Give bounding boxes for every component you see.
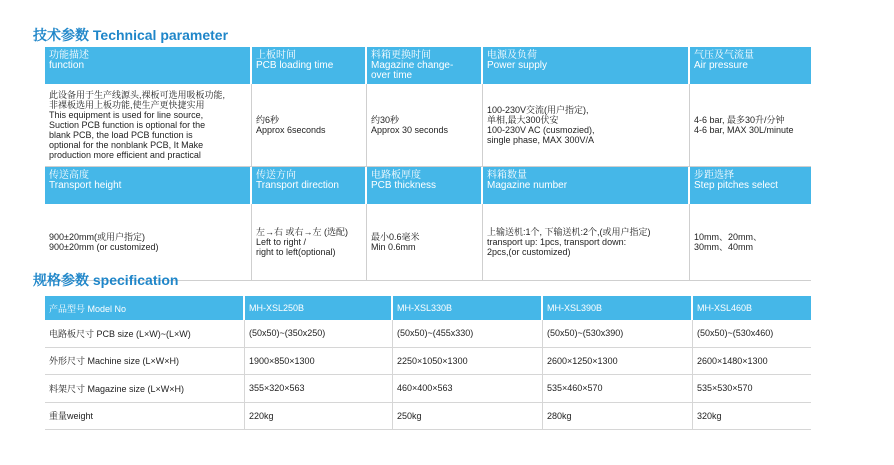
tech-data-text: 非裸板选用上板功能,使生产更快捷实用 bbox=[49, 100, 205, 110]
tech-data-cell bbox=[367, 84, 483, 166]
spec-header-cell: 产品型号 Model No bbox=[45, 296, 245, 320]
tech-data-text: 单相,最大300伏安 bbox=[487, 115, 559, 125]
tech-data-row bbox=[45, 84, 811, 167]
spec-row bbox=[45, 348, 811, 376]
tech-data-text: blank PCB, the load PCB function is bbox=[49, 130, 193, 140]
tech-header-text: 料箱更换时间 bbox=[371, 50, 431, 61]
tech-data-text: Suction PCB function is optional for the bbox=[49, 120, 206, 130]
spec-cell: 355×320×563 bbox=[245, 375, 393, 402]
tech-header-cell bbox=[45, 167, 252, 204]
spec-header-cell: MH-XSL330B bbox=[393, 296, 543, 320]
tech-data-text: 4-6 bar, 最多30升/分钟 bbox=[694, 115, 785, 125]
tech-data-text: Min 0.6mm bbox=[371, 242, 416, 252]
tech-header-text: 传送方向 bbox=[256, 170, 296, 181]
tech-header-row bbox=[45, 167, 811, 204]
tech-header-cell bbox=[483, 167, 690, 204]
tech-data-text: This equipment is used for line source, bbox=[49, 110, 204, 120]
spec-cell: 220kg bbox=[245, 403, 393, 430]
tech-header-cell bbox=[483, 47, 690, 84]
tech-header-text: PCB loading time bbox=[256, 60, 334, 71]
tech-data-text: 900±20mm (or customized) bbox=[49, 242, 159, 252]
tech-header-text: 气压及气流量 bbox=[694, 50, 754, 61]
tech-data-cell bbox=[483, 84, 690, 166]
tech-data-text: 最小0.6毫米 bbox=[371, 232, 420, 242]
spec-cell: (50x50)~(530x390) bbox=[543, 320, 693, 347]
tech-header-text: 电源及负荷 bbox=[487, 50, 537, 61]
spec-row-label: 料架尺寸 Magazine size (L×W×H) bbox=[45, 375, 245, 402]
technical-parameter-title: 技术参数 Technical parameter bbox=[33, 27, 229, 43]
tech-header-text: Air pressure bbox=[694, 60, 748, 71]
tech-data-text: 上输送机:1个, 下输送机:2个,(或用户指定) bbox=[487, 227, 651, 237]
tech-data-text: single phase, MAX 300V/A bbox=[487, 135, 595, 145]
tech-data-cell bbox=[690, 84, 811, 166]
tech-header-text: 传送高度 bbox=[49, 170, 89, 181]
tech-header-text: Power supply bbox=[487, 60, 548, 71]
tech-data-text: 4-6 bar, MAX 30L/minute bbox=[694, 125, 794, 135]
spec-cell: 535×460×570 bbox=[543, 375, 693, 402]
spec-cell: 2600×1480×1300 bbox=[697, 355, 768, 366]
spec-cell: 320kg bbox=[697, 410, 722, 421]
tech-header-text: Magazine number bbox=[487, 180, 568, 191]
tech-data-text: optional for the nonblank PCB, It Make bbox=[49, 140, 204, 150]
spec-header-cell: MH-XSL460B bbox=[697, 303, 753, 313]
tech-data-text: 100-230V AC (cusmozied), bbox=[487, 125, 595, 135]
tech-data-cell bbox=[690, 204, 811, 280]
tech-header-text: Transport height bbox=[49, 180, 122, 191]
tech-data-cell bbox=[252, 84, 367, 166]
tech-header-text: 步距选择 bbox=[694, 170, 734, 181]
tech-data-cell bbox=[252, 204, 367, 280]
tech-data-text: 2pcs,(or customized) bbox=[487, 247, 571, 257]
specification-table bbox=[45, 296, 811, 430]
tech-header-cell bbox=[367, 47, 483, 84]
spec-cell: 460×400×563 bbox=[393, 375, 543, 402]
tech-header-text: 功能描述 bbox=[49, 50, 89, 61]
tech-data-text: 左→右 或右→左 (选配) bbox=[256, 227, 348, 237]
tech-data-text: 约30秒 bbox=[371, 115, 400, 125]
spec-cell: (50x50)~(350x250) bbox=[245, 320, 393, 347]
spec-header-row bbox=[45, 296, 811, 320]
tech-data-text: Approx 30 seconds bbox=[371, 125, 449, 135]
tech-header-text: 上板时间 bbox=[256, 50, 296, 61]
tech-data-text: 100-230V交流(用户指定), bbox=[487, 105, 589, 115]
tech-data-text: Approx 6seconds bbox=[256, 125, 326, 135]
spec-header-cell: MH-XSL390B bbox=[543, 296, 693, 320]
specification-title: 规格参数 specification bbox=[33, 272, 179, 288]
tech-header-cell bbox=[690, 167, 811, 204]
tech-header-text: 电路板厚度 bbox=[371, 170, 421, 181]
tech-data-text: 约6秒 bbox=[256, 115, 280, 125]
spec-cell: 250kg bbox=[393, 403, 543, 430]
tech-data-text: right to left(optional) bbox=[256, 247, 336, 257]
tech-data-cell bbox=[367, 204, 483, 280]
tech-header-text: function bbox=[49, 60, 85, 71]
spec-row-label: 外形尺寸 Machine size (L×W×H) bbox=[45, 348, 245, 375]
tech-header-cell bbox=[252, 47, 367, 84]
spec-cell: (50x50)~(530x460) bbox=[697, 328, 774, 339]
spec-cell: 2250×1050×1300 bbox=[393, 348, 543, 375]
spec-header-cell: MH-XSL250B bbox=[245, 296, 393, 320]
tech-data-text: 30mm、40mm bbox=[694, 242, 754, 252]
tech-data-cell bbox=[483, 204, 690, 280]
tech-data-text: Left to right / bbox=[256, 237, 307, 247]
spec-row bbox=[45, 375, 811, 403]
tech-header-text: Step pitches select bbox=[694, 180, 778, 191]
spec-row bbox=[45, 320, 811, 348]
tech-data-text: 10mm、20mm、 bbox=[694, 232, 763, 242]
tech-header-text: Transport direction bbox=[256, 180, 339, 191]
spec-cell: (50x50)~(455x330) bbox=[393, 320, 543, 347]
spec-cell: 280kg bbox=[543, 403, 693, 430]
tech-data-text: production more efficient and practical bbox=[49, 150, 201, 160]
spec-cell: 2600×1250×1300 bbox=[543, 348, 693, 375]
tech-header-text: over time bbox=[371, 70, 413, 81]
tech-header-cell bbox=[45, 47, 252, 84]
tech-header-cell bbox=[252, 167, 367, 204]
tech-header-cell bbox=[367, 167, 483, 204]
tech-header-text: PCB thickness bbox=[371, 180, 437, 191]
tech-header-text: Magazine change- bbox=[371, 60, 454, 71]
tech-data-cell bbox=[45, 204, 252, 280]
spec-row-label: 重量weight bbox=[45, 403, 245, 430]
spec-cell: 1900×850×1300 bbox=[245, 348, 393, 375]
tech-data-text: transport up: 1pcs, transport down: bbox=[487, 237, 627, 247]
spec-cell: 535×530×570 bbox=[697, 383, 753, 394]
tech-data-cell bbox=[45, 84, 252, 166]
tech-header-cell bbox=[690, 47, 811, 84]
technical-parameter-table bbox=[45, 47, 811, 281]
tech-data-text: 900±20mm(或用户指定) bbox=[49, 232, 145, 242]
tech-header-text: 料箱数量 bbox=[487, 170, 527, 181]
tech-header-row bbox=[45, 47, 811, 84]
tech-data-text: 此设备用于生产线源头,裸板可选用吸板功能, bbox=[49, 90, 226, 100]
spec-row-label: 电路板尺寸 PCB size (L×W)~(L×W) bbox=[45, 320, 245, 347]
spec-row bbox=[45, 403, 811, 431]
